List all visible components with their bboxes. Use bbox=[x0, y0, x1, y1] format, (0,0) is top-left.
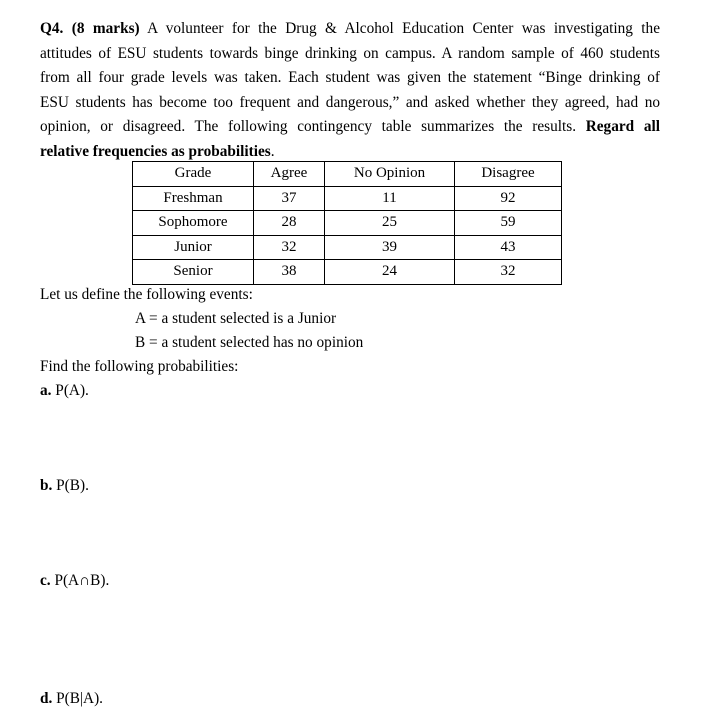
table-cell: 24 bbox=[325, 260, 455, 285]
question-paragraph bbox=[40, 17, 660, 165]
part-c: c. P(A∩B). bbox=[40, 572, 110, 589]
part-a: a. P(A). bbox=[40, 382, 89, 399]
table-cell: 38 bbox=[254, 260, 325, 285]
table-row bbox=[133, 260, 562, 285]
question-line-5: opinion, or disagreed. The following contingency table summarizes the results. Regard all bbox=[40, 118, 660, 136]
question-line-3: from all four grade levels was taken. Each student was given the statement “Binge drinking of bbox=[40, 69, 660, 87]
table-cell: 25 bbox=[325, 211, 455, 236]
table-row bbox=[133, 186, 562, 211]
table-cell: 39 bbox=[325, 235, 455, 260]
table-cell: 92 bbox=[455, 186, 562, 211]
event-b-definition: B = a student selected has no opinion bbox=[135, 334, 364, 351]
emphasis-end: relative frequencies as probabilities bbox=[40, 142, 271, 160]
part-d: d. P(B|A). bbox=[40, 690, 103, 707]
table-row bbox=[133, 235, 562, 260]
table-cell: 28 bbox=[254, 211, 325, 236]
table-header-cell: Disagree bbox=[455, 162, 562, 187]
table-cell: 37 bbox=[254, 186, 325, 211]
table-header-cell: No Opinion bbox=[325, 162, 455, 187]
part-b: b. P(B). bbox=[40, 477, 89, 494]
table-cell: Senior bbox=[133, 260, 254, 285]
table-cell: 59 bbox=[455, 211, 562, 236]
question-line-6: relative frequencies as probabilities. bbox=[40, 142, 275, 160]
table-header-cell: Agree bbox=[254, 162, 325, 187]
question-label: Q4. (8 marks) bbox=[40, 20, 140, 37]
question-line-2: attitudes of ESU students towards binge drinking on campus. A random sample of 460 students bbox=[40, 44, 660, 62]
question-line-1: Q4. (8 marks) A volunteer for the Drug & Alcohol Education Center was investigating the bbox=[40, 20, 660, 37]
find-probabilities-label: Find the following probabilities: bbox=[40, 358, 239, 375]
contingency-table bbox=[132, 161, 562, 285]
events-intro: Let us define the following events: bbox=[40, 286, 253, 303]
table-header-row bbox=[133, 162, 562, 187]
table-cell: 32 bbox=[455, 260, 562, 285]
table-cell: 43 bbox=[455, 235, 562, 260]
table-cell: 11 bbox=[325, 186, 455, 211]
emphasis-start: Regard all bbox=[585, 118, 660, 136]
table-cell: 32 bbox=[254, 235, 325, 260]
table-header-cell: Grade bbox=[133, 162, 254, 187]
event-a-definition: A = a student selected is a Junior bbox=[135, 310, 337, 327]
table-cell: Sophomore bbox=[133, 211, 254, 236]
table-cell: Freshman bbox=[133, 186, 254, 211]
question-line-4: ESU students has become too frequent and dangerous,” and asked whether they agreed, had no bbox=[40, 93, 660, 111]
table-cell: Junior bbox=[133, 235, 254, 260]
table-row bbox=[133, 211, 562, 236]
